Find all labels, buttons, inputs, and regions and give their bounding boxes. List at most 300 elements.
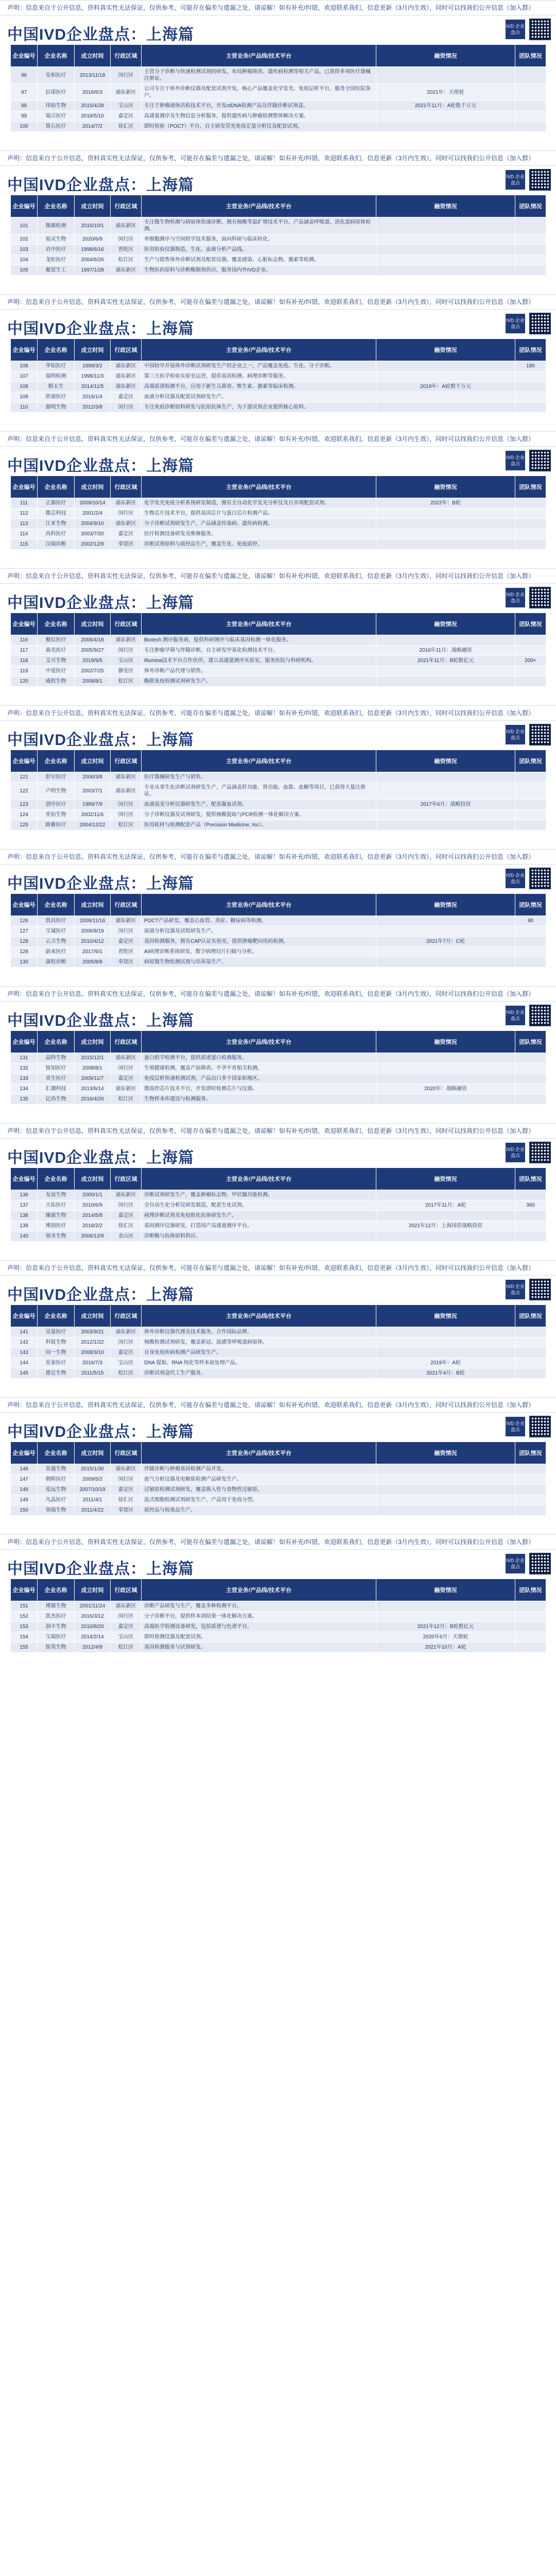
table-row [11, 1094, 546, 1105]
cell-team [515, 646, 546, 656]
table-row [11, 1211, 546, 1221]
company-table [10, 893, 546, 968]
cell-no: 123 [11, 800, 38, 810]
cell-team [515, 1074, 546, 1084]
cell-team [515, 1358, 546, 1368]
cell-business: 医用耗材与检测配套产品（Precision Medicine, Inc）。 [142, 820, 376, 831]
table-row [11, 498, 546, 509]
cell-funding [376, 1211, 515, 1221]
logo: IVD 企业盘点 [506, 451, 525, 470]
cell-date: 2008/3/10 [75, 1348, 111, 1358]
column-header: 融资情况 [376, 1579, 515, 1601]
cell-name: 威程生物 [38, 676, 75, 687]
cell-business: 分子诊断试剂研发生产，产品涵盖传染病、遗传病检测。 [142, 519, 376, 529]
column-header: 行政区域 [111, 894, 142, 916]
cell-team [515, 810, 546, 820]
cell-no: 147 [11, 1475, 38, 1485]
cell-name: 玮铂生物 [38, 101, 75, 111]
cell-name: 亿尚生物 [38, 1094, 75, 1105]
company-table [10, 1167, 546, 1242]
cell-no: 116 [11, 635, 38, 646]
cell-business: 血气分析仪器及电解质检测产品研发生产。 [142, 1475, 376, 1485]
cell-name: 奕铂生物 [38, 810, 75, 820]
table-row [11, 1495, 546, 1505]
cell-date: 2011/5/15 [75, 1368, 111, 1379]
cell-team [515, 1632, 546, 1642]
page-title: 中国IVD企业盘点：上海篇 [7, 1012, 195, 1029]
cell-funding [376, 371, 515, 382]
company-table [10, 1030, 546, 1105]
cell-district: 浦东新区 [111, 783, 142, 800]
section-spacer [0, 1516, 556, 1534]
cell-funding [376, 783, 515, 800]
cell-team: 90 [515, 916, 546, 926]
cell-no: 127 [11, 926, 38, 937]
cell-date: 2016/1/4 [75, 392, 111, 402]
qr-code-icon [529, 1279, 551, 1300]
cell-business: 血液流变分析仪器研发生产，配套凝血试剂。 [142, 800, 376, 810]
cell-date: 2013/11/18 [75, 67, 111, 84]
cell-team [515, 509, 546, 519]
cell-funding: 2022年：B轮 [376, 498, 515, 509]
cell-district: 徐汇区 [111, 1221, 142, 1231]
column-header: 企业名称 [38, 195, 75, 217]
disclaimer-banner: 声明：信息来自于公开信息，资料真实性无法保证，仅供参考，可能存在偏差与遗漏之处，请谅解！如有补充/纠错，欢迎联系我们，信息更新（3月内生效），同时可以找我们公开信息（加入群） [0, 568, 556, 584]
cell-business: 专注免疫诊断原料研发与抗原抗体生产，为下游试剂企业提供核心原料。 [142, 402, 376, 413]
cell-date: 2019/9/5 [75, 656, 111, 666]
table-row [11, 255, 546, 265]
column-header: 主营业务/产品线/技术平台 [142, 894, 376, 916]
cell-business: 流式细胞检测试剂研发生产，产品用于免疫分型。 [142, 1495, 376, 1505]
cell-district: 宝山区 [111, 656, 142, 666]
page-title: 中国IVD企业盘点：上海篇 [7, 1149, 195, 1166]
cell-name: 森光医疗 [38, 646, 75, 656]
qr-code-icon [529, 450, 551, 471]
cell-funding [376, 234, 515, 245]
cell-funding [376, 916, 515, 926]
cell-no: 140 [11, 1231, 38, 1242]
cell-team [515, 101, 546, 111]
section-spacer [0, 968, 556, 986]
cell-no: 114 [11, 529, 38, 539]
cell-date: 2002/7/25 [75, 666, 111, 676]
cell-date: 1998/11/3 [75, 371, 111, 382]
cell-funding [376, 402, 515, 413]
table-row [11, 1368, 546, 1379]
table-row [11, 1612, 546, 1622]
column-header: 企业名称 [38, 894, 75, 916]
cell-team [515, 1475, 546, 1485]
table-row [11, 916, 546, 926]
table-row [11, 937, 546, 947]
cell-no: 130 [11, 957, 38, 968]
company-table [10, 1579, 546, 1653]
cell-business: AI病理诊断系统研发，数字病理切片扫描与分析。 [142, 947, 376, 957]
table-row [11, 1642, 546, 1653]
logo: IVD 企业盘点 [506, 1006, 525, 1025]
cell-date: 2012/3/8 [75, 402, 111, 413]
table-row [11, 947, 546, 957]
cell-team [515, 1642, 546, 1653]
page-title: 中国IVD企业盘点：上海篇 [7, 732, 195, 749]
cell-no: 134 [11, 1084, 38, 1094]
cell-funding: 2021年10月：A轮 [376, 1642, 515, 1653]
section-spacer [0, 550, 556, 568]
logo: IVD 企业盘点 [506, 1280, 525, 1299]
cell-business: Biotech 测序服务商，提供科研测序与临床基因检测一体化服务。 [142, 635, 376, 646]
column-header: 企业编号 [11, 1579, 38, 1601]
cell-no: 111 [11, 498, 38, 509]
logo: IVD 企业盘点 [506, 1143, 525, 1162]
cell-funding [376, 1074, 515, 1084]
column-header: 成立时间 [75, 476, 111, 498]
cell-district: 闵行区 [111, 810, 142, 820]
qr-code-icon [529, 169, 551, 191]
table-row [11, 1200, 546, 1211]
cell-funding [376, 217, 515, 234]
column-header: 成立时间 [75, 1168, 111, 1190]
cell-district: 嘉定区 [111, 937, 142, 947]
table-row [11, 519, 546, 529]
cell-district: 徐汇区 [111, 1495, 142, 1505]
disclaimer-banner: 声明：信息来自于公开信息，资料真实性无法保证，仅供参考，可能存在偏差与遗漏之处，请谅解！如有补充/纠错，欢迎联系我们，信息更新（3月内生效），同时可以找我们公开信息（加入群） [0, 0, 556, 15]
table-row [11, 1475, 546, 1485]
cell-district: 奉贤区 [111, 957, 142, 968]
cell-date: 2015/12/1 [75, 1053, 111, 1063]
cell-funding [376, 539, 515, 550]
cell-funding [376, 1475, 515, 1485]
column-header: 行政区域 [111, 1168, 142, 1190]
cell-date: 2015/4/28 [75, 101, 111, 111]
column-header: 企业名称 [38, 750, 75, 772]
cell-date: 2010/4/12 [75, 937, 111, 947]
table-row [11, 265, 546, 276]
cell-name: 信诺医疗 [38, 84, 75, 101]
column-header: 企业名称 [38, 1031, 75, 1053]
table-row [11, 67, 546, 84]
cell-district: 松江区 [111, 676, 142, 687]
cell-team [515, 217, 546, 234]
cell-name: 朝晖医疗 [38, 1475, 75, 1485]
table-row [11, 101, 546, 111]
section-header [0, 1139, 556, 1167]
company-table [10, 750, 546, 831]
cell-business: 高端质谱检测平台，应用于新生儿筛查、维生素、激素等临床检测。 [142, 382, 376, 392]
cell-date: 2007/10/19 [75, 1485, 111, 1495]
column-header: 成立时间 [75, 613, 111, 635]
cell-business: 体外诊断产品代理与销售。 [142, 666, 376, 676]
column-header: 团队情况 [515, 339, 546, 361]
cell-district: 嘉定区 [111, 392, 142, 402]
disclaimer-banner: 声明：信息来自于公开信息，资料真实性无法保证，仅供参考，可能存在偏差与遗漏之处，请谅解！如有补充/纠错，欢迎联系我们，信息更新（3月内生效），同时可以找我们公开信息（加入群） [0, 1397, 556, 1413]
column-header: 融资情况 [376, 613, 515, 635]
cell-funding: 2021年12月：B轮数亿元 [376, 1622, 515, 1632]
section-header [0, 310, 556, 338]
table-row [11, 800, 546, 810]
cell-date: 2004/9/10 [75, 519, 111, 529]
cell-funding [376, 1053, 515, 1063]
cell-business: 基因测序仪器研发，打造国产高通量测序平台。 [142, 1221, 376, 1231]
column-header: 团队情况 [515, 476, 546, 498]
column-header: 行政区域 [111, 613, 142, 635]
cell-no: 103 [11, 245, 38, 255]
cell-name: 锐英生物 [38, 1642, 75, 1653]
cell-business: 高端医学检测设备研发，包括质谱与色谱平台。 [142, 1622, 376, 1632]
cell-district: 闵行区 [111, 926, 142, 937]
cell-district: 浦东新区 [111, 498, 142, 509]
cell-no: 118 [11, 656, 38, 666]
cell-date: 2014/7/2 [75, 122, 111, 132]
cell-no: 141 [11, 1327, 38, 1337]
section [0, 1260, 556, 1397]
cell-no: 124 [11, 810, 38, 820]
cell-no: 105 [11, 265, 38, 276]
cell-date: 2015/1/30 [75, 1464, 111, 1475]
qr-code-icon [529, 1416, 551, 1437]
cell-business: 分子诊断仪器及试剂研发，提供核酸提取与PCR检测一体化解决方案。 [142, 810, 376, 820]
cell-date: 1999/3/2 [75, 361, 111, 371]
cell-business: 分子诊断平台，提供样本到结果一体化解决方案。 [142, 1612, 376, 1622]
cell-team: 200+ [515, 656, 546, 666]
disclaimer-banner: 声明：信息来自于公开信息，资料真实性无法保证，仅供参考，可能存在偏差与遗漏之处，请谅解！如有补充/纠错，欢迎联系我们，信息更新（3月内生效），同时可以找我们公开信息（加入群） [0, 1123, 556, 1139]
column-header: 企业编号 [11, 339, 38, 361]
cell-team [515, 947, 546, 957]
cell-team [515, 676, 546, 687]
section-header [0, 584, 556, 613]
cell-business: 酶联免疫检测试剂研发生产。 [142, 676, 376, 687]
cell-date: 2014/5/8 [75, 1211, 111, 1221]
cell-team [515, 234, 546, 245]
cell-team [515, 1622, 546, 1632]
qr-code-icon [529, 313, 551, 334]
cell-business: POCT产品研发，覆盖心血管、炎症、糖尿病等检测。 [142, 916, 376, 926]
cell-date: 2010/6/9 [75, 1200, 111, 1211]
cell-team [515, 67, 546, 84]
cell-no: 126 [11, 916, 38, 926]
cell-no: 108 [11, 382, 38, 392]
cell-date: 2018/2/2 [75, 1221, 111, 1231]
column-header: 企业编号 [11, 1442, 38, 1464]
section [0, 150, 556, 294]
cell-district: 宝山区 [111, 1632, 142, 1642]
cell-no: 100 [11, 122, 38, 132]
cell-name: 源明生物 [38, 402, 75, 413]
cell-district: 浦东新区 [111, 772, 142, 783]
cell-name: 蔚来医疗 [38, 947, 75, 957]
cell-team [515, 1211, 546, 1221]
qr-code-icon [529, 868, 551, 889]
table-row [11, 122, 546, 132]
cell-business: 化学发光免疫分析系统研发制造，拥有全自动化学发光分析仪及百余项配套试剂。 [142, 498, 376, 509]
cell-no: 96 [11, 67, 38, 84]
column-header: 成立时间 [75, 45, 111, 67]
column-header: 企业名称 [38, 45, 75, 67]
column-header: 成立时间 [75, 1442, 111, 1464]
cell-team [515, 1063, 546, 1074]
cell-no: 155 [11, 1642, 38, 1653]
cell-district: 嘉定区 [111, 1485, 142, 1495]
cell-funding [376, 529, 515, 539]
cell-name: 博源生物 [38, 1601, 75, 1612]
section [0, 849, 556, 986]
column-header: 企业编号 [11, 613, 38, 635]
cell-team [515, 1327, 546, 1337]
table-row [11, 1190, 546, 1200]
column-header: 企业编号 [11, 476, 38, 498]
cell-date: 2002/12/9 [75, 539, 111, 550]
cell-district: 浦东新区 [111, 371, 142, 382]
cell-funding [376, 1485, 515, 1495]
section-header [0, 1413, 556, 1442]
cell-date: 1999/7/9 [75, 800, 111, 810]
cell-business: 即时检测仪器及配套试剂。 [142, 1632, 376, 1642]
column-header: 团队情况 [515, 1442, 546, 1464]
table-row [11, 234, 546, 245]
cell-no: 104 [11, 255, 38, 265]
section [0, 568, 556, 705]
cell-business: 专注肿瘤早筛与伴随诊断，自主研发甲基化检测技术平台。 [142, 646, 376, 656]
cell-team [515, 402, 546, 413]
cell-name: 江亚生物 [38, 519, 75, 529]
cell-no: 121 [11, 772, 38, 783]
cell-district: 浦东新区 [111, 84, 142, 101]
page-title: 中国IVD企业盘点：上海篇 [7, 1561, 195, 1578]
cell-district: 闵行区 [111, 1063, 142, 1074]
cell-business: 生物医药原料与诊断酶制剂供应，服务国内外IVD企业。 [142, 265, 376, 276]
page-title: 中国IVD企业盘点：上海篇 [7, 26, 195, 43]
cell-name: 泓远生物 [38, 1485, 75, 1495]
cell-business: 蛋白组学检测平台，提供质谱蛋白检测服务。 [142, 1053, 376, 1063]
cell-name: 康程诊断 [38, 957, 75, 968]
cell-business: 生物样本库建设与检测服务。 [142, 1094, 376, 1105]
column-header: 团队情况 [515, 195, 546, 217]
cell-name: 汉瑞诊断 [38, 539, 75, 550]
table-row [11, 1464, 546, 1475]
cell-no: 117 [11, 646, 38, 656]
section-spacer [0, 687, 556, 705]
column-header: 成立时间 [75, 1579, 111, 1601]
page-title: 中国IVD企业盘点：上海篇 [7, 1423, 195, 1440]
cell-district: 普陀区 [111, 947, 142, 957]
cell-business: 诊断酶与抗体原料供应。 [142, 1231, 376, 1242]
cell-name: 微芯科技 [38, 509, 75, 519]
table-row [11, 84, 546, 101]
cell-date: 2000/1/1 [75, 1190, 111, 1200]
cell-name: 棋太生 [38, 382, 75, 392]
cell-team: 360 [515, 1200, 546, 1211]
table-row [11, 666, 546, 676]
cell-district: 嘉定区 [111, 1074, 142, 1084]
cell-team [515, 666, 546, 676]
column-header: 主营业务/产品线/技术平台 [142, 1305, 376, 1327]
table-row [11, 402, 546, 413]
cell-district: 嘉定区 [111, 1622, 142, 1632]
cell-business: 核酸检测试剂研发，覆盖新冠、流感等呼吸道病原体。 [142, 1337, 376, 1348]
logo: IVD 企业盘点 [506, 170, 525, 190]
cell-team [515, 937, 546, 947]
cell-business: 主营分子诊断与快速检测试剂的研发，布局肿瘤筛查、遗传病检测等相关产品，已获得多项医疗器械注册证。 [142, 67, 376, 84]
cell-no: 99 [11, 111, 38, 122]
page-title: 中国IVD企业盘点：上海篇 [7, 457, 195, 474]
cell-funding: 2017年6月：战略投资 [376, 800, 515, 810]
cell-team [515, 529, 546, 539]
table-row [11, 656, 546, 666]
cell-district: 宝山区 [111, 101, 142, 111]
cell-no: 152 [11, 1612, 38, 1622]
cell-funding [376, 947, 515, 957]
cell-funding [376, 1231, 515, 1242]
cell-funding [376, 666, 515, 676]
cell-team [515, 1190, 546, 1200]
cell-funding: 2020年6月：天使轮 [376, 1632, 515, 1642]
cell-funding [376, 265, 515, 276]
column-header: 企业编号 [11, 45, 38, 67]
cell-funding: 2021年7月：C轮 [376, 937, 515, 947]
section [0, 1397, 556, 1534]
cell-team [515, 498, 546, 509]
cell-date: 2003/7/1 [75, 783, 111, 800]
cell-district: 浦东新区 [111, 1601, 142, 1612]
section-header [0, 1550, 556, 1579]
cell-date: 2003/7/20 [75, 529, 111, 539]
cell-name: 科锐生物 [38, 1337, 75, 1348]
cell-name: 聚贤生工 [38, 265, 75, 276]
cell-team [515, 1053, 546, 1063]
cell-no: 150 [11, 1505, 38, 1516]
cell-funding [376, 676, 515, 687]
cell-no: 149 [11, 1495, 38, 1505]
cell-name: 凯昌医疗 [38, 916, 75, 926]
column-header: 成立时间 [75, 1305, 111, 1327]
section-spacer [0, 132, 556, 150]
disclaimer-banner: 声明：信息来自于公开信息，资料真实性无法保证，仅供参考，可能存在偏差与遗漏之处，请谅解！如有补充/纠错，欢迎联系我们，信息更新（3月内生效），同时可以找我们公开信息（加入群） [0, 705, 556, 721]
column-header: 企业编号 [11, 1168, 38, 1190]
cell-date: 2012/4/9 [75, 1642, 111, 1653]
column-header: 融资情况 [376, 750, 515, 772]
cell-district: 普陀区 [111, 245, 142, 255]
column-header: 企业名称 [38, 1442, 75, 1464]
column-header: 成立时间 [75, 1031, 111, 1053]
cell-date: 1997/1/28 [75, 265, 111, 276]
cell-district: 浦东新区 [111, 1053, 142, 1063]
column-header: 主营业务/产品线/技术平台 [142, 1442, 376, 1464]
cell-date: 2001/2/4 [75, 509, 111, 519]
cell-date: 2016/6/3 [75, 84, 111, 101]
cell-name: 瑞明检测 [38, 371, 75, 382]
cell-business: 医疗器械研发生产与销售。 [142, 772, 376, 783]
column-header: 融资情况 [376, 1168, 515, 1190]
logo: IVD 企业盘点 [506, 588, 525, 607]
section-header [0, 721, 556, 750]
cell-business: 即时检验（POCT）平台，自主研发荧光免疫定量分析仪及配套试剂。 [142, 122, 376, 132]
company-table [10, 1304, 546, 1379]
cell-business: 全自动生化分析仪研发制造，配套生化试剂。 [142, 1200, 376, 1211]
cell-business: 中国较早开展体外诊断试剂研发生产的企业之一，产品覆盖免疫、生化、分子诊断。 [142, 361, 376, 371]
cell-district: 浦东新区 [111, 265, 142, 276]
column-header: 企业名称 [38, 1168, 75, 1190]
cell-name: 聚信医疗 [38, 635, 75, 646]
cell-name: 舒尔医疗 [38, 772, 75, 783]
cell-business: 病原微生物检测试剂与培养基生产。 [142, 957, 376, 968]
section-header [0, 1002, 556, 1030]
section-spacer [0, 413, 556, 431]
cell-no: 138 [11, 1211, 38, 1221]
cell-district: 嘉定区 [111, 1211, 142, 1221]
column-header: 团队情况 [515, 613, 546, 635]
cell-funding [376, 957, 515, 968]
cell-team [515, 371, 546, 382]
section-header [0, 865, 556, 893]
